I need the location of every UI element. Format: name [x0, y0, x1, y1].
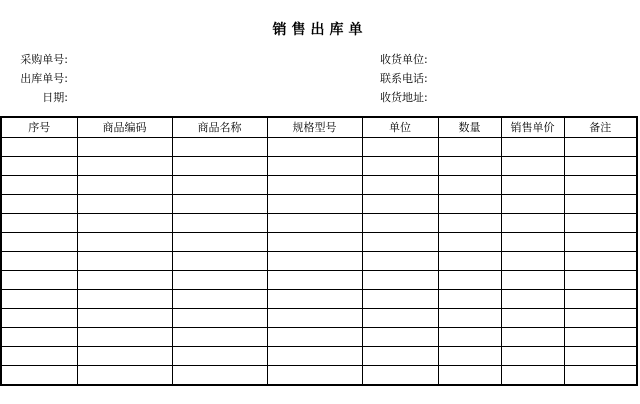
table-cell: [438, 290, 501, 309]
table-cell: [1, 252, 77, 271]
purchase-no-label: 采购单号:: [20, 53, 68, 66]
table-cell: [564, 157, 637, 176]
table-cell: [77, 176, 172, 195]
table-cell: [267, 309, 362, 328]
column-header-product-name: 商品名称: [172, 117, 267, 138]
table-cell: [77, 309, 172, 328]
table-cell: [438, 271, 501, 290]
receiving-unit-label: 收货单位:: [380, 53, 428, 66]
table-cell: [77, 138, 172, 157]
column-header-remarks: 备注: [564, 117, 637, 138]
table-row: [1, 252, 637, 271]
table-cell: [1, 309, 77, 328]
table-cell: [501, 176, 564, 195]
table-cell: [438, 214, 501, 233]
table-cell: [1, 176, 77, 195]
table-cell: [438, 347, 501, 366]
table-row: [1, 366, 637, 386]
table-cell: [1, 157, 77, 176]
table-cell: [77, 290, 172, 309]
table-cell: [267, 252, 362, 271]
table-cell: [438, 138, 501, 157]
table-cell: [267, 195, 362, 214]
table-cell: [438, 366, 501, 386]
table-cell: [501, 195, 564, 214]
table-cell: [564, 309, 637, 328]
table-cell: [501, 233, 564, 252]
table-cell: [267, 138, 362, 157]
table-header-row: [1, 117, 637, 138]
table-cell: [438, 252, 501, 271]
table-cell: [564, 328, 637, 347]
table-cell: [172, 157, 267, 176]
table-cell: [501, 347, 564, 366]
table-cell: [172, 309, 267, 328]
table-cell: [362, 366, 438, 386]
table-cell: [362, 271, 438, 290]
table-cell: [1, 347, 77, 366]
table-cell: [267, 157, 362, 176]
table-cell: [564, 176, 637, 195]
table-row: [1, 176, 637, 195]
table-body: [1, 138, 637, 386]
table-cell: [438, 157, 501, 176]
table-cell: [362, 347, 438, 366]
table-cell: [438, 233, 501, 252]
table-cell: [501, 309, 564, 328]
outbound-items-table: [0, 116, 638, 386]
table-cell: [267, 233, 362, 252]
table-row: [1, 271, 637, 290]
table-cell: [172, 176, 267, 195]
table-cell: [501, 366, 564, 386]
table-cell: [362, 138, 438, 157]
table-cell: [267, 176, 362, 195]
table-cell: [172, 214, 267, 233]
table-row: [1, 214, 637, 233]
table-cell: [564, 138, 637, 157]
table-cell: [1, 290, 77, 309]
table-cell: [438, 176, 501, 195]
table-cell: [77, 347, 172, 366]
table-row: [1, 309, 637, 328]
table-cell: [77, 195, 172, 214]
column-header-product-code: 商品编码: [77, 117, 172, 138]
table-cell: [438, 309, 501, 328]
column-header-spec-model: 规格型号: [267, 117, 362, 138]
table-cell: [501, 138, 564, 157]
table-row: [1, 138, 637, 157]
table-row: [1, 347, 637, 366]
table-cell: [362, 290, 438, 309]
table-cell: [564, 366, 637, 386]
table-cell: [267, 271, 362, 290]
table-cell: [172, 290, 267, 309]
table-cell: [1, 233, 77, 252]
date-label: 日期:: [42, 91, 68, 104]
table-cell: [77, 214, 172, 233]
table-cell: [267, 347, 362, 366]
table-row: [1, 233, 637, 252]
table-cell: [438, 328, 501, 347]
table-cell: [172, 271, 267, 290]
table-cell: [362, 328, 438, 347]
table-cell: [501, 214, 564, 233]
table-cell: [1, 366, 77, 386]
table-cell: [1, 271, 77, 290]
table-cell: [362, 176, 438, 195]
table-cell: [362, 252, 438, 271]
table-cell: [267, 290, 362, 309]
table-cell: [172, 138, 267, 157]
table-cell: [564, 252, 637, 271]
table-cell: [362, 233, 438, 252]
table-cell: [501, 271, 564, 290]
column-header-quantity: 数量: [438, 117, 501, 138]
table-cell: [564, 195, 637, 214]
table-cell: [267, 328, 362, 347]
table-cell: [564, 214, 637, 233]
table-cell: [501, 157, 564, 176]
table-cell: [438, 195, 501, 214]
column-header-unit: 单位: [362, 117, 438, 138]
table-row: [1, 157, 637, 176]
table-cell: [77, 157, 172, 176]
table-cell: [564, 347, 637, 366]
table-cell: [77, 252, 172, 271]
table-cell: [1, 214, 77, 233]
table-row: [1, 195, 637, 214]
table-cell: [564, 290, 637, 309]
table-cell: [77, 271, 172, 290]
table-cell: [172, 195, 267, 214]
table-cell: [362, 195, 438, 214]
table-cell: [564, 271, 637, 290]
document-title: 销售出库单: [272, 22, 368, 38]
table-cell: [501, 290, 564, 309]
column-header-unit-price: 销售单价: [501, 117, 564, 138]
outbound-no-label: 出库单号:: [20, 72, 68, 85]
table-cell: [77, 366, 172, 386]
table-cell: [267, 214, 362, 233]
table-row: [1, 290, 637, 309]
table-cell: [501, 252, 564, 271]
table-cell: [172, 233, 267, 252]
table-cell: [172, 252, 267, 271]
delivery-address-label: 收货地址:: [380, 91, 428, 104]
table-cell: [77, 328, 172, 347]
table-row: [1, 328, 637, 347]
table-cell: [267, 366, 362, 386]
table-cell: [77, 233, 172, 252]
table-cell: [1, 138, 77, 157]
table-cell: [172, 328, 267, 347]
table-cell: [362, 157, 438, 176]
table-cell: [501, 328, 564, 347]
table-cell: [1, 195, 77, 214]
table-cell: [564, 233, 637, 252]
table-cell: [1, 328, 77, 347]
contact-phone-label: 联系电话:: [380, 72, 428, 85]
table-cell: [362, 214, 438, 233]
column-header-seq: 序号: [1, 117, 77, 138]
table-cell: [362, 309, 438, 328]
table-cell: [172, 366, 267, 386]
table-cell: [172, 347, 267, 366]
